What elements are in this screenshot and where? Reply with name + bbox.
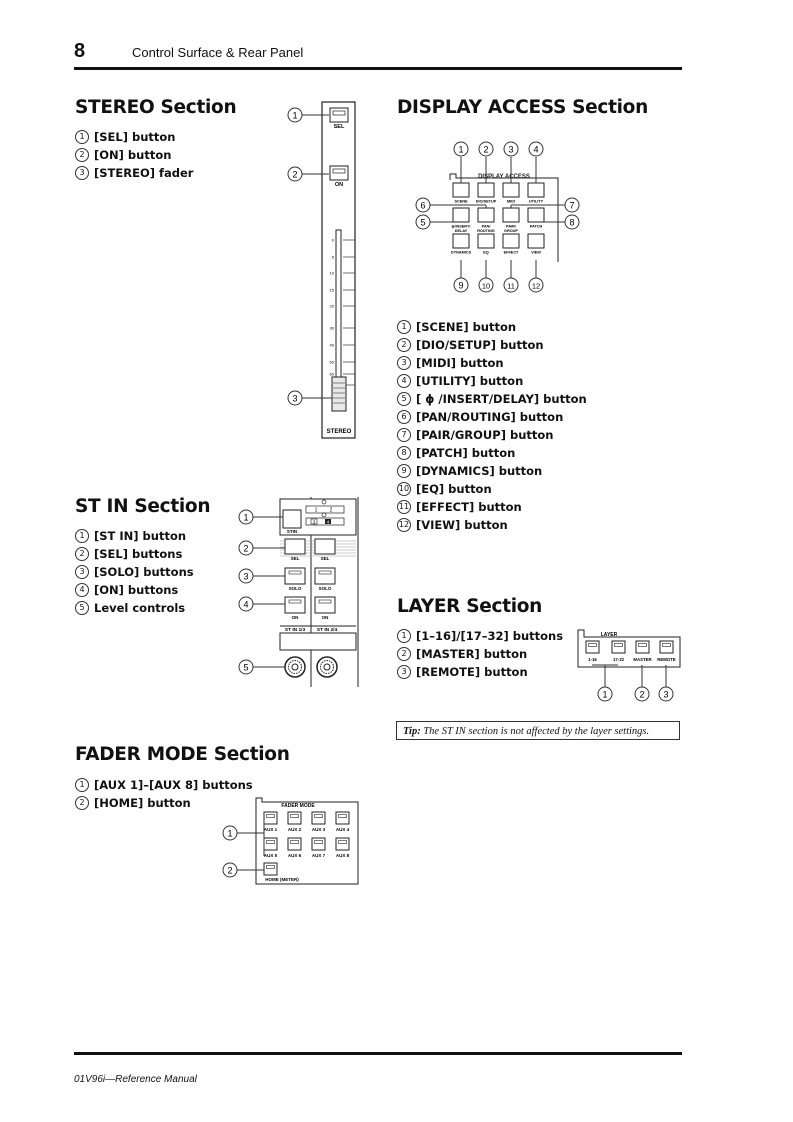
display-button <box>528 183 544 197</box>
display-access-heading: DISPLAY ACCESS Section <box>397 97 648 118</box>
aux-button <box>264 812 277 824</box>
svg-text:1: 1 <box>314 507 318 514</box>
svg-text:3: 3 <box>312 519 316 525</box>
svg-text:3: 3 <box>663 689 669 700</box>
list-item: 1 [AUX 1]–[AUX 8] buttons <box>75 776 253 794</box>
svg-text:1: 1 <box>458 144 464 155</box>
display-access-diagram <box>410 138 585 296</box>
tip-prefix: Tip: <box>403 726 421 737</box>
list-item: 1 [SCENE] button <box>397 318 587 336</box>
svg-text:9: 9 <box>458 280 464 291</box>
aux-button <box>312 812 325 824</box>
layer-button <box>612 641 625 653</box>
stin-heading: ST IN Section <box>75 496 211 517</box>
svg-text:4: 4 <box>243 599 249 610</box>
aux-button <box>336 838 349 850</box>
svg-text:2: 2 <box>483 144 489 155</box>
svg-text:7: 7 <box>569 200 575 211</box>
svg-text:1: 1 <box>292 110 298 121</box>
svg-text:ON: ON <box>291 615 299 620</box>
svg-text:SOLO: SOLO <box>288 586 302 591</box>
svg-text:2: 2 <box>329 507 333 514</box>
footer-rule <box>74 1052 682 1055</box>
list-item: 9 [DYNAMICS] button <box>397 462 587 480</box>
svg-text:2: 2 <box>639 689 645 700</box>
scale-label: 10 <box>329 270 334 276</box>
display-label: EQ <box>483 250 489 255</box>
svg-text:2: 2 <box>243 543 249 554</box>
layer-button <box>660 641 673 653</box>
svg-text:5: 5 <box>420 217 426 228</box>
aux-button <box>336 812 349 824</box>
svg-text:3: 3 <box>292 393 298 404</box>
aux-label: AUX 2 <box>287 827 302 832</box>
scale-label: 50 <box>329 359 334 365</box>
aux-label: AUX 3 <box>311 827 326 832</box>
solo-button <box>285 568 305 584</box>
aux-button <box>288 812 301 824</box>
stereo-diagram <box>285 100 365 440</box>
display-label: PAN/ <box>481 224 491 229</box>
list-item: 1 [ST IN] button <box>75 527 194 545</box>
list-item: 3 [STEREO] fader <box>75 164 193 182</box>
display-label: DIO/SETUP <box>475 199 497 204</box>
list-item: 1 [SEL] button <box>75 128 193 146</box>
display-button <box>528 208 544 222</box>
stereo-list <box>75 128 193 182</box>
stin-list <box>75 527 194 617</box>
display-button <box>528 234 544 248</box>
sel-button <box>315 539 335 554</box>
home-button <box>264 863 277 875</box>
scale-label: 20 <box>329 303 334 309</box>
display-label: PATCH <box>529 224 543 229</box>
level-knob <box>317 657 337 677</box>
svg-text:10: 10 <box>481 281 491 291</box>
list-item: 2 [MASTER] button <box>397 645 563 663</box>
list-item: 3 [MIDI] button <box>397 354 587 372</box>
svg-text:4: 4 <box>326 519 330 525</box>
stin-diagram <box>236 495 362 690</box>
list-item: 7 [PAIR/GROUP] button <box>397 426 587 444</box>
layer-button <box>636 641 649 653</box>
list-item: 12 [VIEW] button <box>398 518 508 532</box>
list-item: 11 [EFFECT] button <box>398 500 522 514</box>
layer-label: 17-32 <box>613 657 624 662</box>
header-rule <box>74 67 682 70</box>
svg-text:3: 3 <box>243 571 249 582</box>
list-item: 3 [SOLO] buttons <box>75 563 194 581</box>
svg-text:SEL: SEL <box>320 556 330 561</box>
stereo-heading: STEREO Section <box>75 97 237 118</box>
svg-text:4: 4 <box>533 144 539 155</box>
layer-label: REMOTE <box>657 657 676 662</box>
list-item: 4 [UTILITY] button <box>397 372 587 390</box>
aux-label: AUX 8 <box>335 853 350 858</box>
display-label: GROUP <box>504 229 518 233</box>
list-item: 4 [ON] buttons <box>75 581 194 599</box>
aux-button <box>264 838 277 850</box>
list-item: 6 [PAN/ROUTING] button <box>397 408 587 426</box>
list-item: 1 [1–16]/[17–32] buttons <box>397 627 563 645</box>
layer-list <box>397 627 563 681</box>
tip-text: The ST IN section is not affected by the layer settings. <box>423 726 650 737</box>
scale-label: 60 <box>329 371 334 377</box>
display-button <box>503 208 519 222</box>
aux-label: AUX 7 <box>311 853 326 858</box>
svg-text:2: 2 <box>227 865 233 876</box>
svg-text:1: 1 <box>602 689 608 700</box>
svg-text:STEREO: STEREO <box>326 429 352 435</box>
on-button <box>315 597 335 613</box>
display-label: DELAY <box>454 229 468 233</box>
fader-mode-heading: FADER MODE Section <box>75 744 290 765</box>
display-button <box>478 234 494 248</box>
fader-mode-diagram <box>220 796 362 888</box>
svg-text:2: 2 <box>292 169 298 180</box>
scale-label: 0 <box>331 237 334 243</box>
display-button <box>453 183 469 197</box>
layer-label: 1-16 <box>588 657 597 662</box>
svg-text:ON: ON <box>334 182 344 188</box>
display-access-list <box>397 318 587 534</box>
list-item: 5 [ ϕ /INSERT/DELAY] button <box>397 390 587 408</box>
list-item: 2 [HOME] button <box>75 794 253 812</box>
svg-text:STIN: STIN <box>286 529 298 534</box>
list-item: 2 [SEL] buttons <box>75 545 194 563</box>
display-label: VIEW <box>531 250 541 255</box>
solo-button <box>315 568 335 584</box>
layer-button <box>586 641 599 653</box>
display-label: UTILITY <box>528 199 544 204</box>
stin-button <box>283 510 301 528</box>
display-label: PAIR/ <box>506 224 516 229</box>
display-button <box>478 183 494 197</box>
svg-text:3: 3 <box>508 144 514 155</box>
svg-text:12: 12 <box>531 281 541 291</box>
scale-label: 40 <box>329 342 334 348</box>
page-title: Control Surface & Rear Panel <box>132 45 304 60</box>
svg-text:11: 11 <box>507 281 515 291</box>
display-button <box>453 234 469 248</box>
layer-heading: LAYER Section <box>397 596 543 617</box>
display-button <box>478 208 494 222</box>
page-number: 8 <box>74 40 86 62</box>
scale-label: 5 <box>331 254 334 260</box>
svg-text:HOME (METER): HOME (METER) <box>265 877 299 882</box>
list-item: 2 [DIO/SETUP] button <box>397 336 587 354</box>
on-button <box>285 597 305 613</box>
aux-label: AUX 4 <box>335 827 350 832</box>
layer-label: MASTER <box>633 657 652 662</box>
svg-text:DISPLAY ACCESS: DISPLAY ACCESS <box>478 174 530 180</box>
svg-text:ON: ON <box>321 615 329 620</box>
stereo-fader-knob <box>332 377 346 411</box>
tip-box <box>396 721 680 740</box>
scale-label: 30 <box>329 325 334 331</box>
svg-text:1: 1 <box>243 512 249 523</box>
list-item: 3 [REMOTE] button <box>397 663 563 681</box>
scale-label: 15 <box>329 287 334 293</box>
display-label: MIDI <box>506 199 516 204</box>
aux-label: AUX 5 <box>263 853 278 858</box>
aux-label: AUX 1 <box>263 827 278 832</box>
svg-text:1: 1 <box>227 828 233 839</box>
footer-text: 01V96i—Reference Manual <box>74 1074 197 1085</box>
list-item: 8 [PATCH] button <box>397 444 587 462</box>
svg-text:SEL: SEL <box>290 556 300 561</box>
list-item: 2 [ON] button <box>75 146 193 164</box>
layer-diagram <box>574 627 684 705</box>
svg-text:5: 5 <box>243 662 249 673</box>
display-label: ϕ/INSERT/ <box>451 224 471 229</box>
svg-text:SOLO: SOLO <box>318 586 332 591</box>
list-item: 5 Level controls <box>75 599 194 617</box>
display-label: SCENE <box>454 199 468 204</box>
aux-button <box>312 838 325 850</box>
svg-text:ST IN 1/3: ST IN 1/3 <box>284 628 306 633</box>
svg-text:LAYER: LAYER <box>600 632 618 638</box>
display-label: DYNAMICS <box>450 250 472 255</box>
svg-text:FADER MODE: FADER MODE <box>281 803 315 809</box>
svg-text:SEL: SEL <box>333 124 345 130</box>
display-button <box>503 183 519 197</box>
display-button <box>503 234 519 248</box>
display-label: ROUTING <box>477 229 495 233</box>
aux-button <box>288 838 301 850</box>
svg-text:8: 8 <box>569 217 575 228</box>
display-label: EFFECT <box>503 250 519 255</box>
sel-button <box>285 539 305 554</box>
svg-text:ST IN 2/4: ST IN 2/4 <box>316 628 338 633</box>
aux-label: AUX 6 <box>287 853 302 858</box>
display-button <box>453 208 469 222</box>
svg-text:6: 6 <box>420 200 426 211</box>
level-knob <box>285 657 305 677</box>
list-item: 10 [EQ] button <box>398 482 492 496</box>
